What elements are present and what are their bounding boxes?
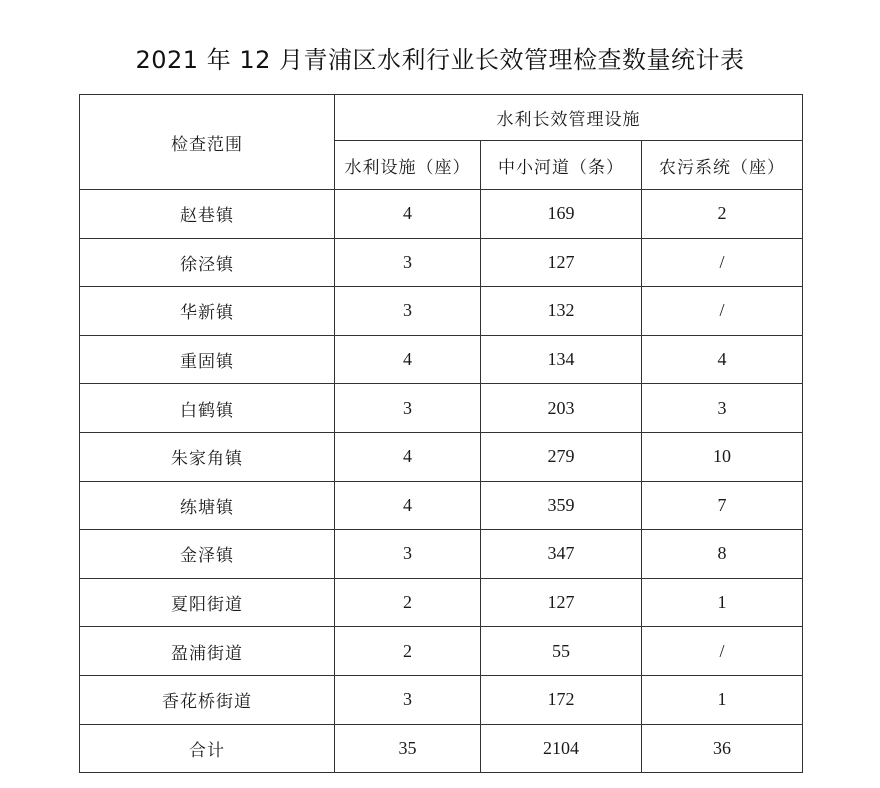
row-sewage: 1 — [642, 578, 803, 627]
row-name: 华新镇 — [80, 287, 335, 336]
table-row — [80, 530, 803, 579]
row-rivers: 279 — [481, 432, 642, 481]
table-row — [80, 335, 803, 384]
statistics-table — [79, 94, 803, 773]
header-facilities: 水利设施（座） — [335, 141, 481, 190]
header-rivers: 中小河道（条） — [481, 141, 642, 190]
row-facilities: 3 — [335, 675, 481, 724]
header-sewage: 农污系统（座） — [642, 141, 803, 190]
row-facilities: 2 — [335, 578, 481, 627]
row-name: 重固镇 — [80, 335, 335, 384]
table-row — [80, 627, 803, 676]
row-facilities: 3 — [335, 238, 481, 287]
row-sewage: 2 — [642, 190, 803, 239]
row-facilities: 3 — [335, 384, 481, 433]
row-sewage: 8 — [642, 530, 803, 579]
table-row — [80, 675, 803, 724]
table-header-row — [80, 95, 803, 141]
row-sewage: / — [642, 238, 803, 287]
row-sewage: 1 — [642, 675, 803, 724]
total-label: 合计 — [80, 724, 335, 773]
table-row — [80, 432, 803, 481]
total-row — [80, 724, 803, 773]
row-sewage: / — [642, 287, 803, 336]
total-facilities: 35 — [335, 724, 481, 773]
row-sewage: / — [642, 627, 803, 676]
row-facilities: 4 — [335, 335, 481, 384]
row-name: 赵巷镇 — [80, 190, 335, 239]
row-rivers: 134 — [481, 335, 642, 384]
document-title: 2021 年 12 月青浦区水利行业长效管理检查数量统计表 — [135, 46, 745, 74]
total-sewage: 36 — [642, 724, 803, 773]
row-rivers: 347 — [481, 530, 642, 579]
row-name: 盈浦街道 — [80, 627, 335, 676]
row-rivers: 132 — [481, 287, 642, 336]
table-row — [80, 190, 803, 239]
row-facilities: 3 — [335, 287, 481, 336]
row-rivers: 359 — [481, 481, 642, 530]
row-name: 夏阳街道 — [80, 578, 335, 627]
table-row — [80, 238, 803, 287]
row-facilities: 2 — [335, 627, 481, 676]
row-name: 练塘镇 — [80, 481, 335, 530]
row-facilities: 4 — [335, 432, 481, 481]
row-sewage: 10 — [642, 432, 803, 481]
header-group: 水利长效管理设施 — [335, 95, 803, 141]
table-row — [80, 287, 803, 336]
row-rivers: 127 — [481, 578, 642, 627]
row-sewage: 4 — [642, 335, 803, 384]
row-rivers: 203 — [481, 384, 642, 433]
table-row — [80, 578, 803, 627]
row-rivers: 169 — [481, 190, 642, 239]
total-rivers: 2104 — [481, 724, 642, 773]
table-row — [80, 481, 803, 530]
row-facilities: 4 — [335, 190, 481, 239]
row-name: 白鹤镇 — [80, 384, 335, 433]
row-name: 朱家角镇 — [80, 432, 335, 481]
row-name: 徐泾镇 — [80, 238, 335, 287]
row-facilities: 4 — [335, 481, 481, 530]
row-facilities: 3 — [335, 530, 481, 579]
row-rivers: 172 — [481, 675, 642, 724]
header-scope: 检查范围 — [80, 95, 335, 190]
row-rivers: 55 — [481, 627, 642, 676]
row-sewage: 3 — [642, 384, 803, 433]
row-sewage: 7 — [642, 481, 803, 530]
row-name: 金泽镇 — [80, 530, 335, 579]
row-rivers: 127 — [481, 238, 642, 287]
row-name: 香花桥街道 — [80, 675, 335, 724]
table-row — [80, 384, 803, 433]
